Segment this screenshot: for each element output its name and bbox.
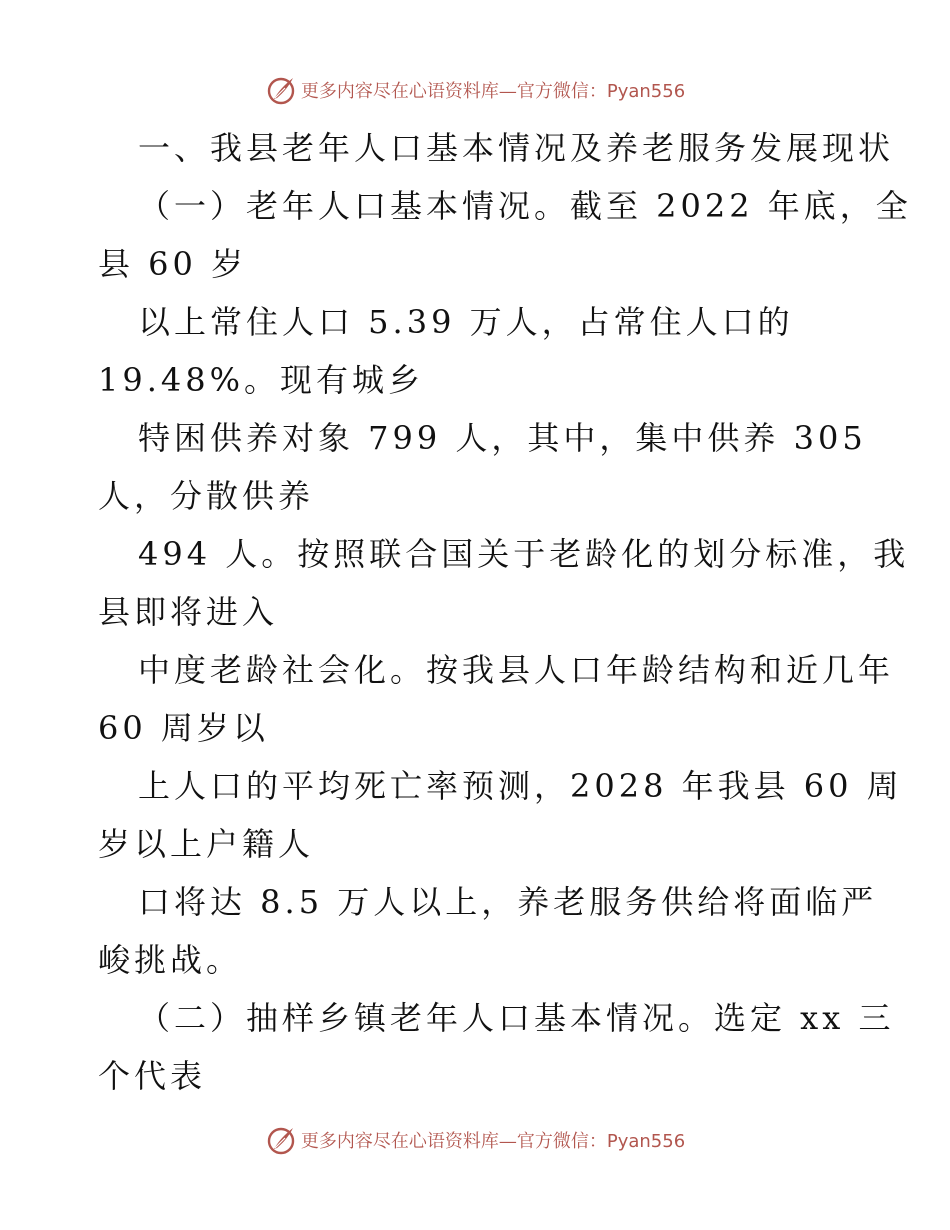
- paragraph-line: 19.48%。现有城乡: [98, 361, 425, 399]
- paragraph-line: （一）老年人口基本情况。截至 2022 年底，全: [138, 187, 912, 225]
- paragraph-line: 中度老龄社会化。按我县人口年龄结构和近几年: [138, 651, 895, 689]
- watermark-banner-bottom: [0, 1118, 950, 1162]
- paragraph-line: 峻挑战。: [98, 941, 243, 979]
- paragraph-line: 特困供养对象 799 人，其中，集中供养 305: [138, 419, 867, 457]
- paragraph-line: 县即将进入: [98, 593, 279, 631]
- watermark-text-main: 更多内容尽在心语资料库—官方微信：: [300, 1131, 607, 1152]
- watermark-banner-top: [0, 68, 950, 112]
- section-heading: 一、我县老年人口基本情况及养老服务发展现状: [138, 129, 895, 167]
- watermark-text-main: 更多内容尽在心语资料库—官方微信：: [300, 81, 607, 102]
- paragraph-line: 县 60 岁: [98, 245, 248, 283]
- paragraph-line: 个代表: [98, 1057, 207, 1095]
- paragraph-line: 上人口的平均死亡率预测，2028 年我县 60 周: [138, 767, 903, 805]
- paragraph-line: 岁以上户籍人: [98, 825, 315, 863]
- subsection-heading: （二）抽样乡镇老年人口基本情况。选定 xx 三: [138, 999, 895, 1037]
- watermark-wechat-id: Pyan556: [606, 1131, 686, 1152]
- watermark-wechat-id: Pyan556: [606, 81, 686, 102]
- quill-pen-logo-icon: [265, 74, 297, 106]
- watermark-text: [301, 1127, 685, 1153]
- paragraph-line: 口将达 8.5 万人以上，养老服务供给将面临严: [138, 883, 878, 921]
- watermark-text: [301, 77, 685, 103]
- paragraph-line: 人，分散供养: [98, 477, 315, 515]
- quill-pen-logo-icon: [265, 1124, 297, 1156]
- paragraph-line: 以上常住人口 5.39 万人，占常住人口的: [138, 303, 794, 341]
- paragraph-line: 494 人。按照联合国关于老龄化的划分标准，我: [138, 535, 910, 573]
- paragraph-line: 60 周岁以: [98, 709, 269, 747]
